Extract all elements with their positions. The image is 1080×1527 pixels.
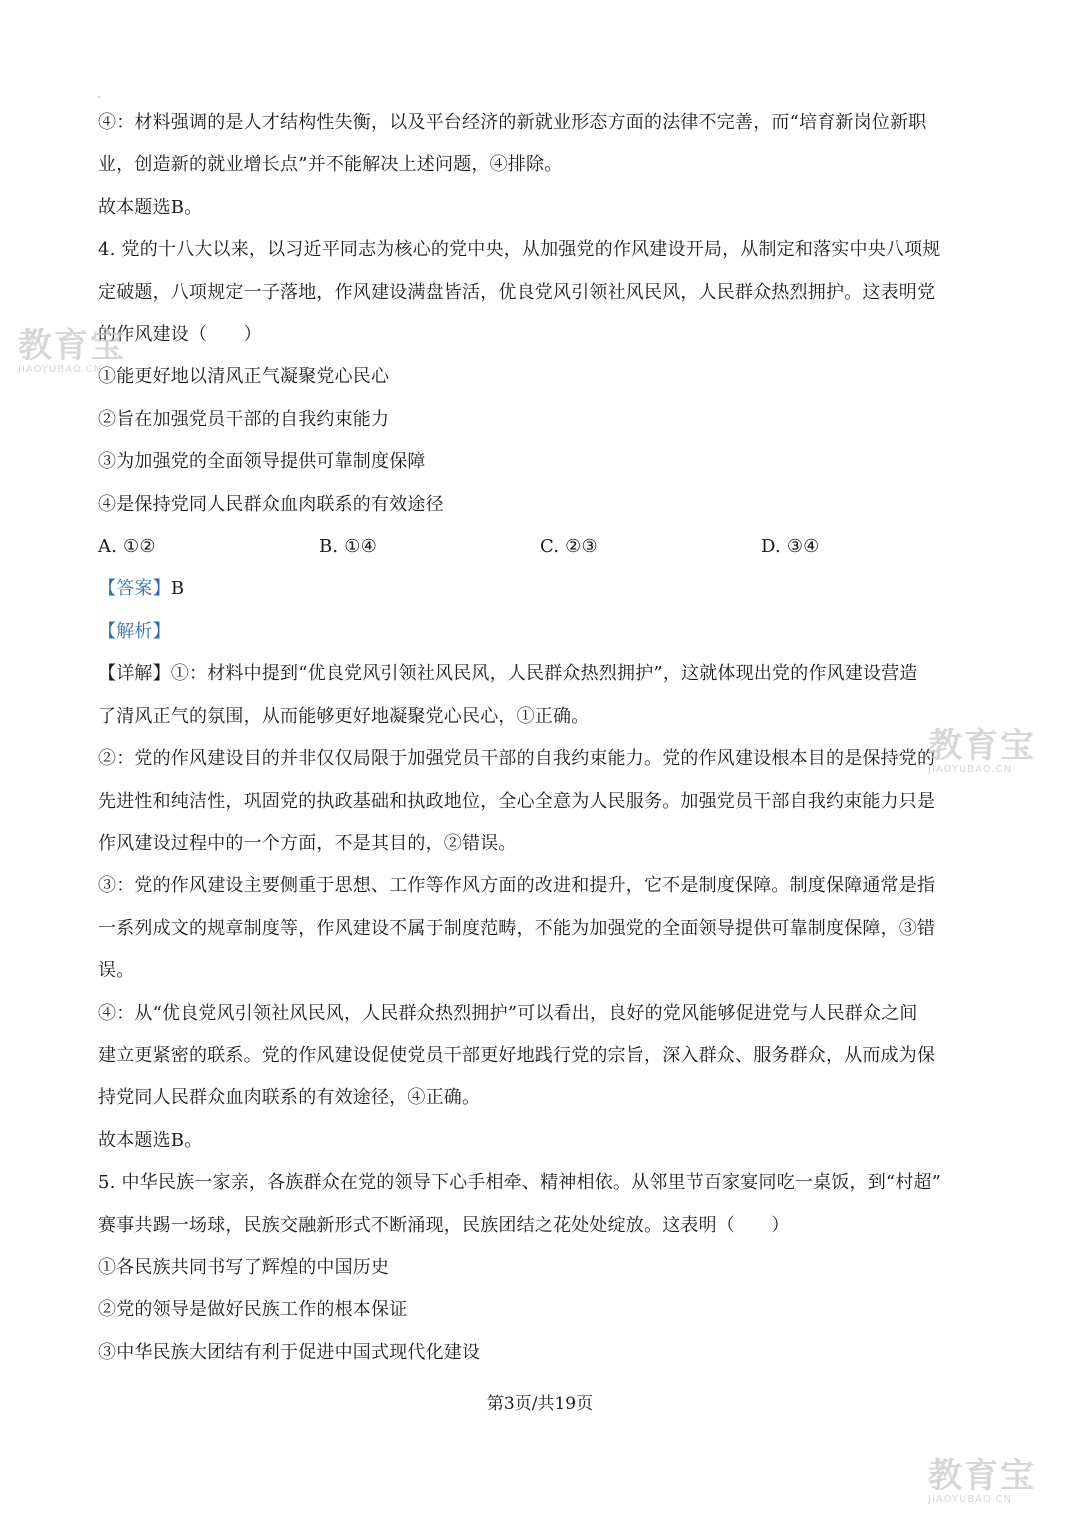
question-5-stem: 赛事共踢一场球，民族交融新形式不断涌现，民族团结之花处处绽放。这表明（ ） [98,1214,790,1236]
text-line: 一系列成文的规章制度等，作风建设不属于制度范畴，不能为加强党的全面领导提供可靠制度保障，③错 [98,917,936,939]
statement-1: ①能更好地以清风正气凝聚党心民心 [98,366,390,388]
detail-tag: 【详解】 [98,663,171,685]
question-5-stem: 5. 中华民族一家亲，各族群众在党的领导下心手相牵、精神相依。从邻里节百家宴同吃一桌饭，到“村超” [98,1172,942,1194]
question-4-stem: 定破题，八项规定一子落地，作风建设满盘皆活，优良党风引领社风民风，人民群众热烈拥护。这表明党 [98,281,936,303]
watermark-en: JIAOYUBAO.CN [18,364,102,375]
statement-3: ③中华民族大团结有利于促进中国式现代化建设 [98,1341,481,1363]
text-line: 了清风正气的氛围，从而能够更好地凝聚党心民心，①正确。 [98,705,590,727]
detail-line [98,653,982,695]
question-4-stem: 的作风建设（ ） [98,324,262,346]
answer-options [98,526,982,568]
watermark-cn: 教育宝 [928,726,1036,766]
statement-2: ②党的领导是做好民族工作的根本保证 [98,1299,408,1321]
statement-4: ④是保持党同人民群众血肉联系的有效途径 [98,493,444,515]
watermark-en: JIAOYUBAO.CN [928,1494,1012,1505]
watermark-cn: 教育宝 [18,326,126,366]
statement-1: ①各民族共同书写了辉煌的中国历史 [98,1256,390,1278]
scan-dot [98,96,100,98]
text-line: 先进性和纯洁性，巩固党的执政基础和执政地位，全心全意为人民服务。加强党员干部自我约束能力只是 [98,790,936,812]
answer-line [98,568,982,610]
option-b: B. ①④ [319,536,377,558]
text-line: ④：从“优良党风引领社风民风，人民群众热烈拥护”可以看出，良好的党风能够促进党与人民群众之间 [98,1002,918,1024]
text-line: ②：党的作风建设目的并非仅仅局限于加强党员干部的自我约束能力。党的作风建设根本目的是保持党的 [98,748,936,770]
analysis-line [98,611,982,653]
text-line: 业，创造新的就业增长点”并不能解决上述问题，④排除。 [98,154,563,176]
text-line: 误。 [98,960,135,982]
text-line: 作风建设过程中的一个方面，不是其目的，②错误。 [98,832,517,854]
page-number: 第3页/共19页 [486,1394,594,1414]
option-a: A. ①② [98,536,156,558]
watermark-logo [928,1458,1036,1506]
text-line: ④：材料强调的是人才结构性失衡，以及平台经济的新就业形态方面的法律不完善，而“培育新岗位新职 [98,112,927,133]
text-line: 持党同人民群众血肉联系的有效途径，④正确。 [98,1087,481,1109]
detail-text: ①：材料中提到“优良党风引领社风民风，人民群众热烈拥护”，这就体现出党的作风建设营造 [170,663,918,685]
analysis-tag: 【解析】 [98,620,171,642]
text-line: 故本题选B。 [98,196,203,218]
text-line: 故本题选B。 [98,1129,203,1151]
question-4-stem: 4. 党的十八大以来，以习近平同志为核心的党中央，从加强党的作风建设开局，从制定和落实中央八项规 [98,239,941,261]
option-d: D. ③④ [761,536,820,558]
watermark-cn: 教育宝 [928,1456,1036,1496]
answer-value: B [170,578,185,600]
answer-tag: 【答案】 [98,578,171,600]
option-c: C. ②③ [540,536,598,558]
watermark-en: JIAOYUBAO.CN [928,764,1012,775]
text-line: 建立更紧密的联系。党的作风建设促使党员干部更好地践行党的宗旨，深入群众、服务群众，从而成为保 [98,1044,936,1066]
statement-3: ③为加强党的全面领导提供可靠制度保障 [98,451,426,473]
statement-2: ②旨在加强党员干部的自我约束能力 [98,408,390,430]
text-line: ③：党的作风建设主要侧重于思想、工作等作风方面的改进和提升，它不是制度保障。制度保障通常是指 [98,875,936,897]
page-content [98,102,982,1374]
